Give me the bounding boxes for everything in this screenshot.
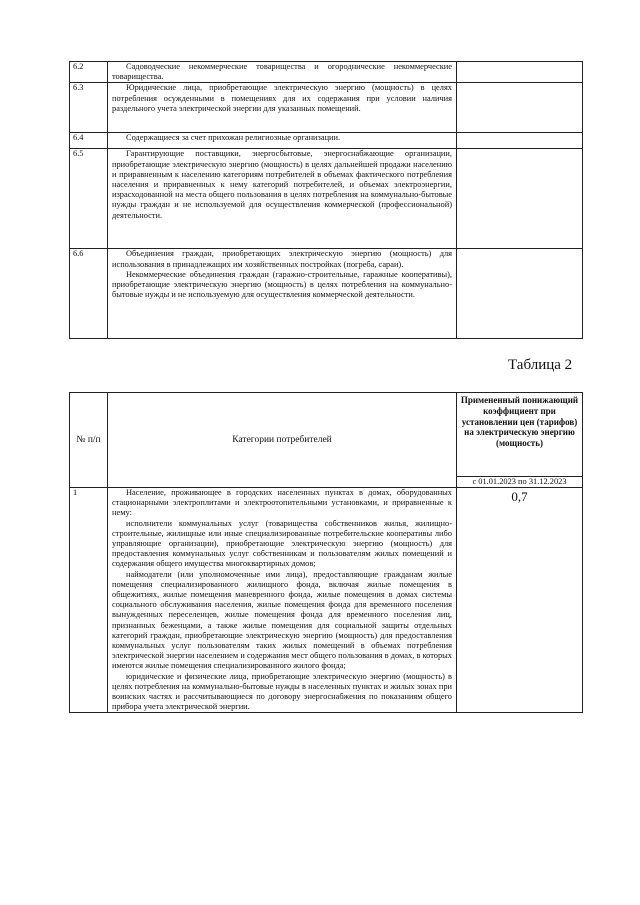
empty-cell <box>457 83 583 133</box>
category-text: исполнители коммунальных услуг (товарищества собственников жилья, жилищно-строительные, жилищные или иные специализированные потребительские кооперативы либо управляющие организации), приобретающие электрическую энергию (мощность) для предоставления коммунальных услуг собственникам и пользователям жилых помещений и содержания общего имущества многоквартирных домов; <box>112 518 452 569</box>
category-text: Юридические лица, приобретающие электрическую энергию (мощность) в целях потребления осужденными в помещениях для их содержания при условии наличия раздельного учета электрической энергии для указанных помещений. <box>112 83 452 113</box>
row-number: 6.3 <box>70 83 108 133</box>
empty-cell <box>457 249 583 339</box>
category-cell <box>108 83 457 133</box>
category-cell <box>108 62 457 83</box>
row-number: 6.6 <box>70 249 108 339</box>
category-cell <box>108 249 457 339</box>
category-text: наймодатели (или уполномоченные ими лица), предоставляющие гражданам жилые помещения специализированного жилищного фонда, включая жилые помещения в общежитиях, жилые помещения маневренного фонда, жилые помещения в домах системы социального обслуживания населения, жилые помещения фонда для временного поселения вынужденных переселенцев, жилые помещения фонда для временного поселения лиц, признанных беженцами, а также жилые помещения для социальной защиты отдельных категорий граждан, приобретающие электрическую энергию (мощность) для предоставления коммунальных услуг пользователям таких жилых помещений в объемах потребления электрической энергии населением и содержания мест общего пользования в домах, в которых имеются жилые помещения специализированного жилого фонда; <box>112 569 452 671</box>
header-category: Категории потребителей <box>108 393 457 488</box>
table-row <box>70 62 583 83</box>
table-row <box>70 249 583 339</box>
table-row <box>70 488 583 713</box>
header-number: № п/п <box>70 393 108 488</box>
empty-cell <box>457 149 583 249</box>
row-number: 6.4 <box>70 133 108 149</box>
empty-cell <box>457 133 583 149</box>
table-header-row <box>70 393 583 477</box>
category-text: Некоммерческие объединения граждан (гаражно-строительные, гаражные кооперативы), приобретающие электрическую энергию (мощность) в целях потребления на коммунально-бытовые нужды и не используемую для осуществления коммерческой деятельности. <box>112 269 452 300</box>
category-cell <box>108 149 457 249</box>
empty-cell <box>457 62 583 83</box>
table-row <box>70 149 583 249</box>
category-text: Объединения граждан, приобретающих электрическую энергию (мощность) для использования в принадлежащих им хозяйственных постройках (погреба, сараи). <box>112 249 452 269</box>
table-1 <box>69 61 583 339</box>
table-2 <box>69 392 583 713</box>
category-cell <box>108 488 457 713</box>
header-coefficient: Примененный понижающий коэффициент при установлении цен (тарифов) на электрическую энергию (мощность) <box>457 393 583 477</box>
category-text: Содержащиеся за счет прихожан религиозные организации. <box>126 133 341 143</box>
category-text: Гарантирующие поставщики, энергосбытовые, энергоснабжающие организации, приобретающие электрическую энергию (мощность) в целях дальнейшей продажи населению и приравненным к населению категориям потребителей в объемах фактического потребления населения и приравненных к нему категорий потребителей, и объемах электроэнергии, израсходованной на места общего пользования в целях потребления на коммунально-бытовые нужды граждан и не используемой для осуществления коммерческой (профессиональной) деятельности. <box>112 149 452 220</box>
header-period: с 01.01.2023 по 31.12.2023 <box>457 477 583 488</box>
table-row <box>70 83 583 133</box>
category-text: Население, проживающее в городских населенных пунктах в домах, оборудованных стационарными электроплитами и электроотопительными установками, и приравненные к нему: <box>112 488 452 518</box>
row-number: 6.2 <box>70 62 108 83</box>
table-row <box>70 133 583 149</box>
row-number: 1 <box>70 488 108 713</box>
coefficient-value: 0,7 <box>457 488 583 713</box>
category-text: Садоводческие некоммерческие товарищества и огороднические некоммерческие товарищества. <box>112 62 452 82</box>
category-cell <box>108 133 457 149</box>
table-2-caption: Таблица 2 <box>508 357 573 373</box>
category-text: юридические и физические лица, приобретающие электрическую энергию (мощность) в целях потребления на коммунально-бытовые нужды в населенных пунктах и жилых зонах при воинских частях и рассчитывающиеся по договору энергоснабжения по показаниям общего прибора учета электрической энергии. <box>112 671 452 712</box>
row-number: 6.5 <box>70 149 108 249</box>
